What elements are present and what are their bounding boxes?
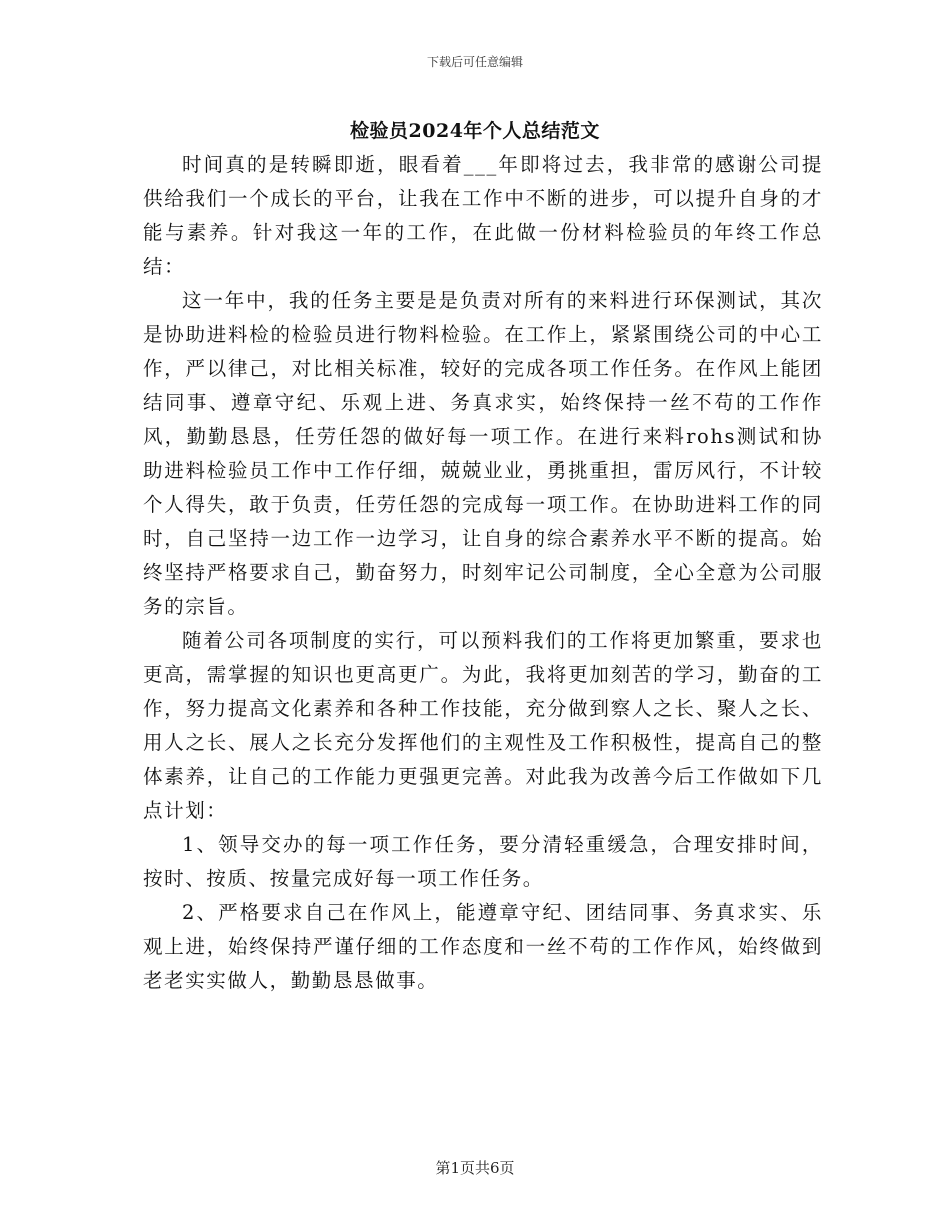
paragraph-plan-2: 2、严格要求自己在作风上，能遵章守纪、团结同事、务真求实、乐观上进，始终保持严谨仔细的工作态度和一丝不苟的工作作风，始终做到老老实实做人，勤勤恳恳做事。: [143, 901, 823, 992]
page-number: 第1页共6页: [435, 1159, 515, 1177]
paragraph-outlook: 随着公司各项制度的实行，可以预料我们的工作将更加繁重，要求也更高，需掌握的知识也更高更广。为此，我将更加刻苦的学习，勤奋的工作，努力提高文化素养和各种工作技能，充分做到察人之长、聚人之长、用人之长、展人之长充分发挥他们的主观性及工作积极性，提高自己的整体素养，让自己的工作能力更强更完善。对此我为改善今后工作做如下几点计划：: [143, 629, 823, 822]
document-body: [143, 148, 823, 998]
document-title: 检验员2024年个人总结范文: [350, 120, 600, 142]
paragraph-intro: 时间真的是转瞬即逝，眼看着___年即将过去，我非常的感谢公司提供给我们一个成长的平台，让我在工作中不断的进步，可以提升自身的才能与素养。针对我这一年的工作，在此做一份材料检验员的年终工作总结：: [143, 153, 823, 278]
paragraph-plan-1: 1、领导交办的每一项工作任务，要分清轻重缓急，合理安排时间，按时、按质、按量完成好每一项工作任务。: [143, 833, 823, 890]
header-note: 下载后可任意编辑: [426, 55, 523, 69]
paragraph-duties: 这一年中，我的任务主要是是负责对所有的来料进行环保测试，其次是协助进料检的检验员进行物料检验。在工作上，紧紧围绕公司的中心工作，严以律己，对比相关标准，较好的完成各项工作任务。在作风上能团结同事、遵章守纪、乐观上进、务真求实，始终保持一丝不苟的工作作风，勤勤恳恳，任劳任怨的做好每一项工作。在进行来料rohs测试和协助进料检验员工作中工作仔细，兢兢业业，勇挑重担，雷厉风行，不计较个人得失，敢于负责，任劳任怨的完成每一项工作。在协助进料工作的同时，自己坚持一边工作一边学习，让自身的综合素养水平不断的提高。始终坚持严格要求自己，勤奋努力，时刻牢记公司制度，全心全意为公司服务的宗旨。: [143, 289, 823, 618]
